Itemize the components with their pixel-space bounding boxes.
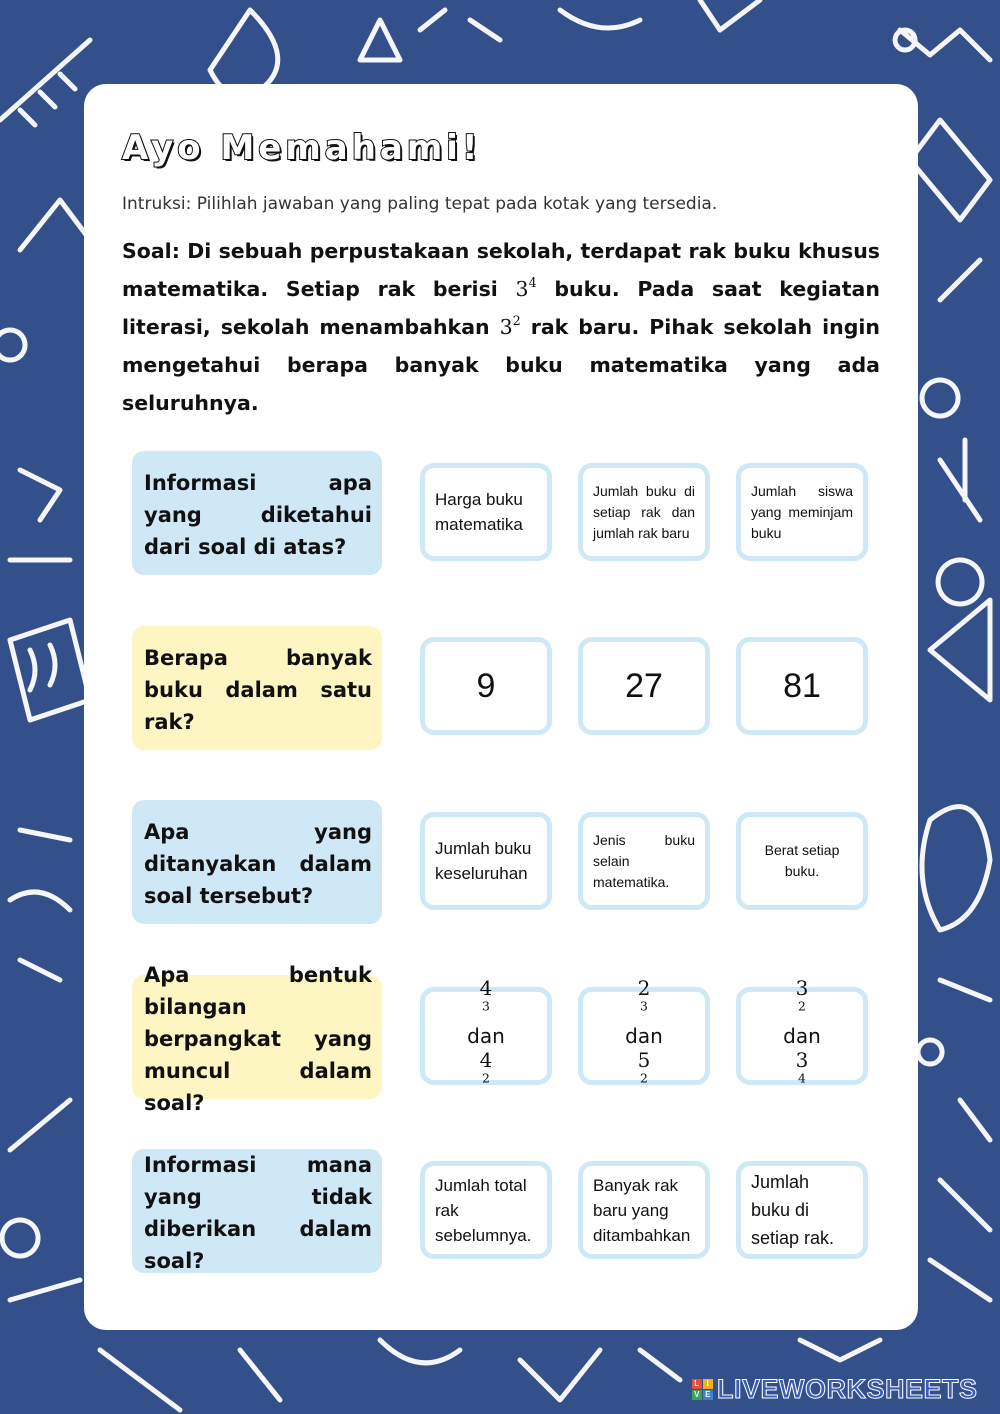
- option-harga-buku[interactable]: Harga buku matematika: [420, 463, 552, 561]
- option-9[interactable]: 9: [420, 637, 552, 735]
- prompt-power-forms: Apa bentuk bilangan berpangkat yang muncul dalam soal?: [132, 975, 382, 1099]
- liveworksheets-logo-mark: L I V E: [692, 1379, 713, 1400]
- liveworksheets-logo: L I V E LIVEWORKSHEETS: [692, 1374, 978, 1405]
- prompt-books-per-shelf: Berapa banyak buku dalam satu rak?: [132, 626, 382, 750]
- prompt-not-given: Informasi mana yang tidak diberikan dalam soal?: [132, 1149, 382, 1273]
- option-jenis-buku[interactable]: Jenis buku selain matematika.: [578, 812, 710, 910]
- problem-statement: [122, 232, 880, 422]
- problem-text-part3: rak baru. Pihak sekolah ingin mengetahui berapa banyak buku matematika yang ada seluruhnya.: [122, 315, 880, 415]
- option-4pow3-4pow2[interactable]: 4 $^3$ dan 4 $^2$: [420, 987, 552, 1085]
- page-title: Ayo Memahami!: [122, 128, 482, 168]
- option-81[interactable]: 81: [736, 637, 868, 735]
- option-jumlah-total-rak[interactable]: Jumlah total rak sebelumnya.: [420, 1161, 552, 1259]
- problem-text-part1: Soal: Di sebuah perpustakaan sekolah, terdapat rak buku khusus matematika. Setiap rak berisi: [122, 239, 880, 301]
- instruction-text: Intruksi: Pilihlah jawaban yang paling tepat pada kotak yang tersedia.: [122, 194, 718, 214]
- option-jumlah-siswa[interactable]: Jumlah siswa yang meminjam buku: [736, 463, 868, 561]
- option-jumlah-buku-keseluruhan[interactable]: Jumlah buku keseluruhan: [420, 812, 552, 910]
- option-2pow3-5pow2[interactable]: 2 $^3$ dan 5 $^2$: [578, 987, 710, 1085]
- option-3pow2-3pow4[interactable]: 3 $^2$ dan 3 $^4$: [736, 987, 868, 1085]
- prompt-what-asked: Apa yang ditanyakan dalam soal tersebut?: [132, 800, 382, 924]
- problem-text-part2: buku. Pada saat kegiatan literasi, sekolah menambahkan: [122, 277, 880, 339]
- option-jumlah-buku-setiap-rak[interactable]: Jumlah buku di setiap rak.: [736, 1161, 868, 1259]
- option-27[interactable]: 27: [578, 637, 710, 735]
- option-berat-buku[interactable]: Berat setiap buku.: [736, 812, 868, 910]
- power-3-4: $3^4$: [515, 275, 537, 301]
- option-banyak-rak-baru[interactable]: Banyak rak baru yang ditambahkan: [578, 1161, 710, 1259]
- option-jumlah-buku-rak[interactable]: Jumlah buku di setiap rak dan jumlah rak baru: [578, 463, 710, 561]
- power-3-2: $3^2$: [499, 313, 521, 339]
- prompt-known-info: Informasi apa yang diketahui dari soal di atas?: [132, 451, 382, 575]
